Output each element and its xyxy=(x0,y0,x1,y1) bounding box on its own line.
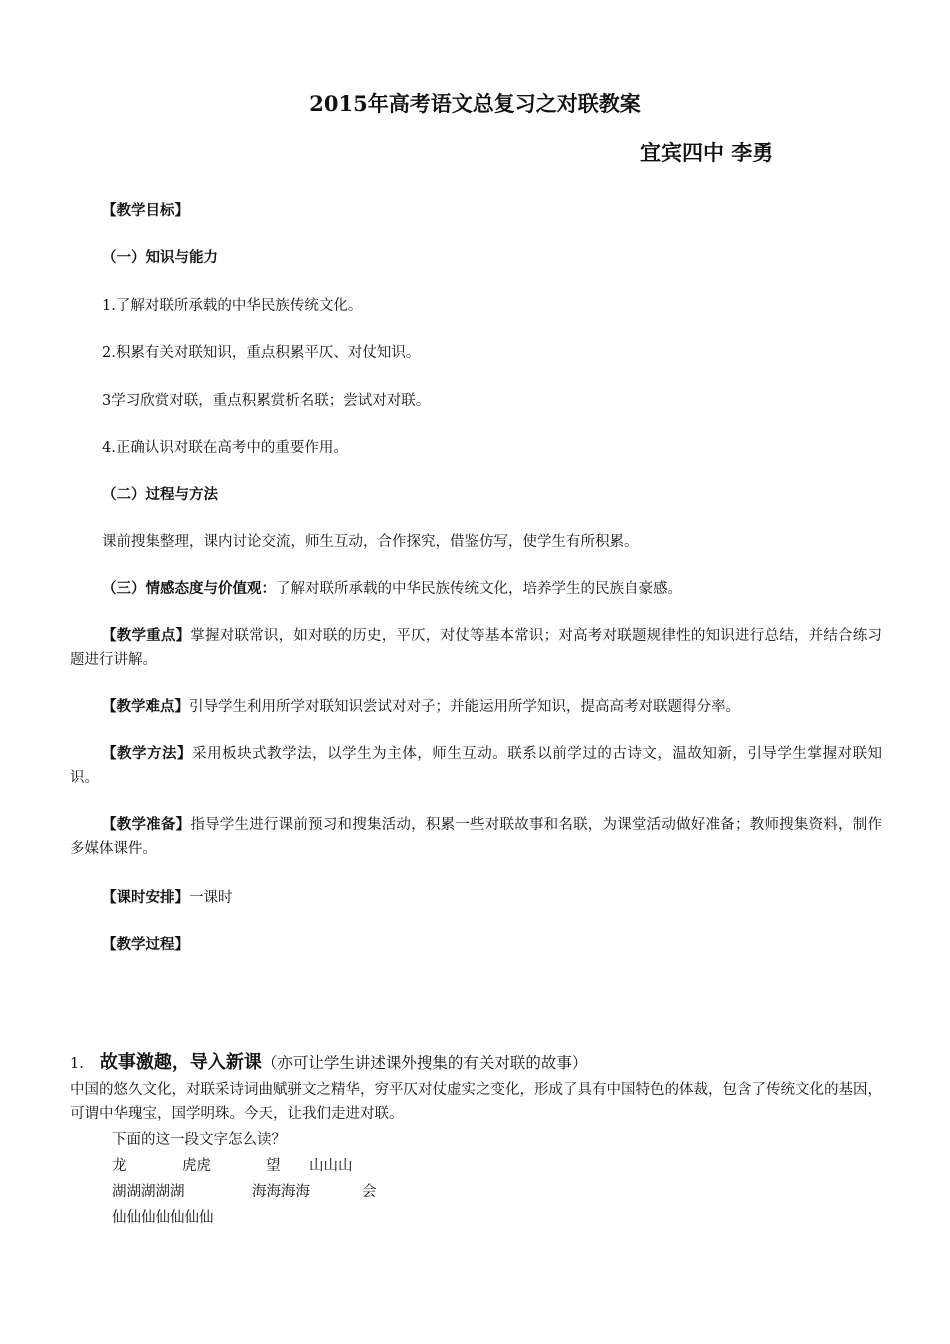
process-heading: （二）过程与方法 xyxy=(102,486,218,503)
difficulty-text: 引导学生利用所学对联知识尝试对对子；并能运用所学知识，提高高考对联题得分率。 xyxy=(189,699,740,715)
lesson-intro: 中国的悠久文化，对联采诗词曲赋骈文之精华，穷平仄对仗虚实之变化，形成了具有中国特色的体裁，包含了传统文化的基因，可谓中华瑰宝，国学明珠。今天，让我们走进对联。 xyxy=(70,1082,882,1122)
puzzle-word: 仙仙仙仙仙仙仙 xyxy=(112,1210,214,1226)
document-title: 2015年高考语文总复习之对联教案 xyxy=(309,91,641,116)
method-text: 采用板块式教学法，以学生为主体，师生互动。联系以前学过的古诗文，温故知新，引导学生掌握对联知识。 xyxy=(70,746,882,786)
preparation-text: 指导学生进行课前预习和搜集活动，积累一些对联故事和名联，为课堂活动做好准备；教师搜集资料，制作多媒体课件。 xyxy=(70,817,882,857)
knowledge-item-2: 2.积累有关对联知识，重点积累平仄、对仗知识。 xyxy=(102,345,421,361)
lesson-note: （亦可让学生讲述课外搜集的有关对联的故事） xyxy=(261,1054,588,1072)
emotion-heading: （三）情感态度与价值观： xyxy=(102,580,276,597)
lesson-heading: 故事激趣，导入新课 xyxy=(99,1052,262,1073)
goals-heading: 【教学目标】 xyxy=(102,202,189,219)
lesson-number: 1. xyxy=(70,1056,84,1072)
preparation-label: 【教学准备】 xyxy=(102,816,191,833)
difficulty-label: 【教学难点】 xyxy=(102,698,189,715)
procedure-heading: 【教学过程】 xyxy=(102,936,189,953)
puzzle-word: 湖湖湖湖湖 xyxy=(112,1184,185,1200)
difficulty-paragraph xyxy=(70,695,882,719)
puzzle-word: 望 xyxy=(266,1158,281,1174)
process-text: 课前搜集整理，课内讨论交流，师生互动，合作探究，借鉴仿写，使学生有所积累。 xyxy=(102,534,639,550)
method-paragraph xyxy=(70,742,882,790)
key-points-text: 掌握对联常识，如对联的历史，平仄，对仗等基本常识；对高考对联题规律性的知识进行总结，并结合练习题进行讲解。 xyxy=(70,628,882,668)
document-author: 宜宾四中 李勇 xyxy=(640,140,774,165)
puzzle-word: 龙 xyxy=(112,1158,127,1174)
lesson-heading-line xyxy=(70,1050,587,1077)
key-points-label: 【教学重点】 xyxy=(102,627,191,644)
preparation-paragraph xyxy=(70,813,882,861)
puzzle-word: 海海海海 xyxy=(252,1184,310,1200)
puzzle-row-1 xyxy=(112,1154,353,1178)
puzzle-word: 虎虎 xyxy=(182,1158,211,1174)
puzzle-row-3 xyxy=(112,1206,214,1230)
knowledge-item-3: 3学习欣赏对联，重点积累赏析名联；尝试对对联。 xyxy=(102,393,431,409)
puzzle-word: 山山山 xyxy=(309,1158,353,1174)
knowledge-item-1: 1.了解对联所承载的中华民族传统文化。 xyxy=(102,298,363,314)
key-points-paragraph xyxy=(70,624,882,672)
method-label: 【教学方法】 xyxy=(102,745,193,762)
emotion-text: 了解对联所承载的中华民族传统文化，培养学生的民族自豪感。 xyxy=(276,581,682,597)
emotion-line xyxy=(102,577,682,601)
lesson-question: 下面的这一段文字怎么读？ xyxy=(112,1132,286,1148)
knowledge-item-4: 4.正确认识对联在高考中的重要作用。 xyxy=(102,440,348,456)
puzzle-row-2 xyxy=(112,1180,377,1204)
time-line xyxy=(102,886,233,910)
puzzle-word: 会 xyxy=(362,1184,377,1200)
time-text: 一课时 xyxy=(189,890,233,906)
knowledge-heading: （一）知识与能力 xyxy=(102,249,218,266)
time-label: 【课时安排】 xyxy=(102,889,189,906)
